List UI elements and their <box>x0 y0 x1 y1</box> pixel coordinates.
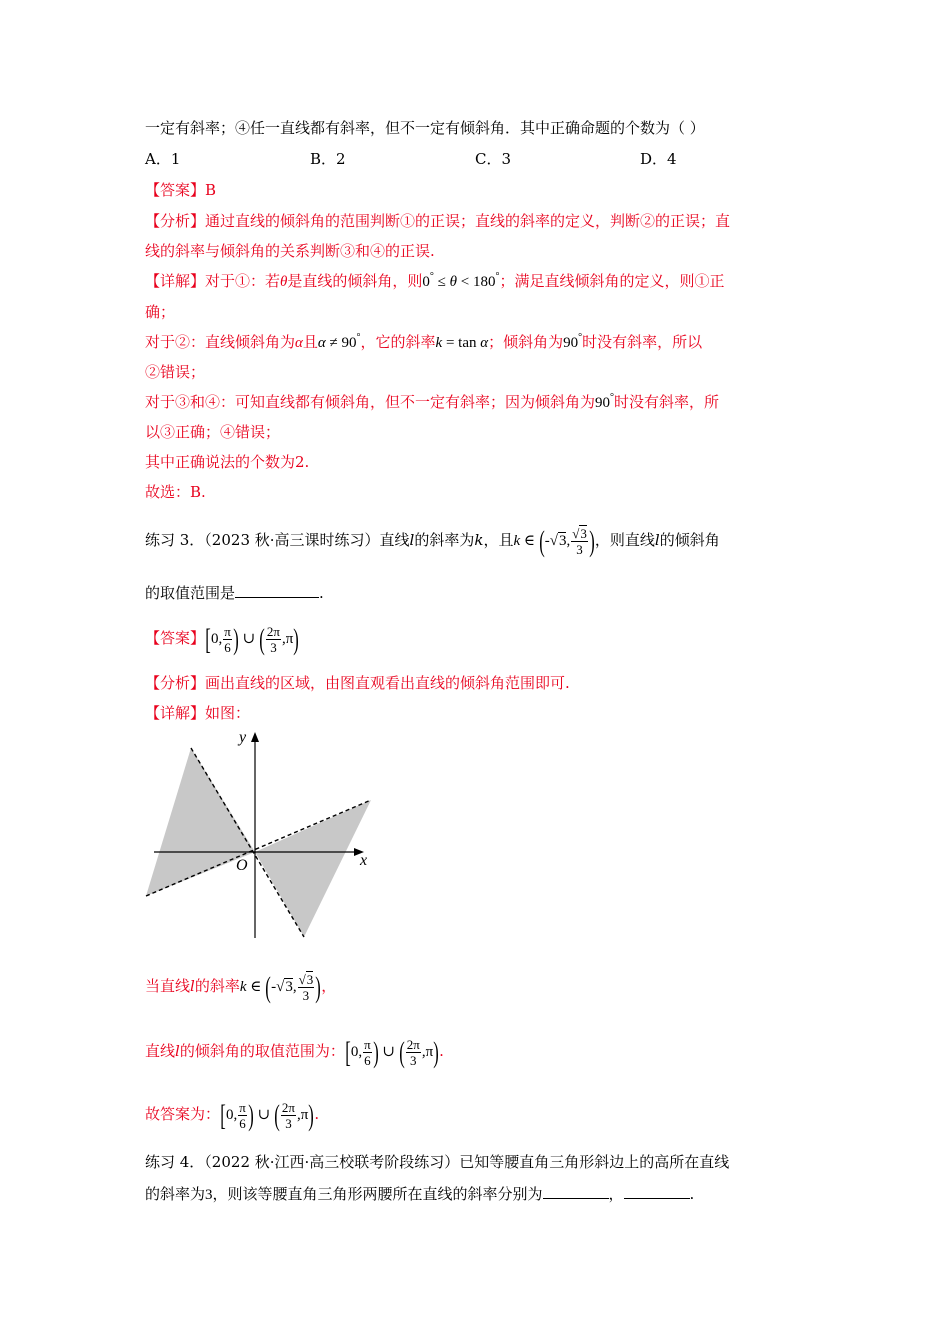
q2-detail-line1 <box>145 271 725 292</box>
q2-analysis-line1 <box>145 211 730 231</box>
q4-stem-line2: 的斜率为3，则该等腰直角三角形两腰所在直线的斜率分别为 ， . <box>145 1185 695 1203</box>
k-range-formula: k ∈ (-√3, $\frac{√3}{3}$ ) <box>513 524 595 558</box>
angle-range-formula: [0, $\frac{\pi}{6}$ ) ∪ ( $\frac{2\pi}{3}$ ,π) <box>345 1035 439 1069</box>
q3-final-answer: 故答案为：[0, $\frac{\pi}{6}$ ) ∪ ( $\frac{2\pi}{3}$ ,π). <box>145 1098 320 1132</box>
option-a: A．1 <box>145 150 181 168</box>
answer-blank-1[interactable] <box>543 1183 609 1199</box>
angle-range-formula: 0° ≤ θ < 180° <box>422 271 500 290</box>
alpha-ne-90-formula: α ≠ 90° <box>317 332 361 351</box>
q3-detail: 【详解】如图： <box>145 704 251 722</box>
y-axis-label: y <box>239 729 247 746</box>
q2-detail-line5: 对于③和④：可知直线都有倾斜角，但不一定有斜率；因为倾斜角为90°时没有斜率，所 <box>145 392 720 411</box>
q3-conclusion-line2: 直线l的倾斜角的取值范围为：[0, $\frac{\pi}{6}$ ) ∪ ( $\frac{2\pi}{3}$ ,π). <box>145 1035 444 1069</box>
shaded-region-lower-right <box>255 800 371 937</box>
q2-detail-line6: 以③正确；④错误； <box>145 423 281 441</box>
y-axis-arrow-icon <box>251 732 259 742</box>
analysis-text: 通过直线的倾斜角的范围判断①的正误；直线的斜率的定义，判断②的正误；直 <box>205 212 731 230</box>
q2-detail-line2: 确； <box>145 303 176 321</box>
k-range-formula: k ∈ (-√3, $\frac{√3}{3}$ ) <box>239 970 321 1004</box>
option-d: D．4 <box>640 150 677 168</box>
slope-value: 3 <box>205 1187 213 1203</box>
q3-conclusion-line1: 当直线l的斜率k ∈ (-√3, $\frac{√3}{3}$ )， <box>145 970 337 1004</box>
q2-stem-tail: 一定有斜率；④任一直线都有斜率，但不一定有倾斜角．其中正确命题的个数为（ ） <box>145 119 705 137</box>
q3-stem-line2: 的取值范围是 . <box>145 584 324 602</box>
ninety-degree-formula: 90° <box>563 332 583 351</box>
angle-range-formula: [0, $\frac{\pi}{6}$ ) ∪ ( $\frac{2\pi}{3}$ ,π) <box>220 1098 315 1132</box>
x-axis-label: x <box>360 852 368 869</box>
analysis-tag: 【分析】 <box>145 212 206 230</box>
option-c: C．3 <box>475 150 512 168</box>
option-b: B．2 <box>310 150 346 168</box>
slope-region-graph <box>140 728 380 943</box>
q2-detail-line4: ②错误； <box>145 363 206 381</box>
q2-answer <box>145 180 216 200</box>
answer-blank[interactable] <box>235 582 319 598</box>
k-tan-formula: k = tan α <box>435 335 489 351</box>
answer-blank-2[interactable] <box>624 1183 690 1199</box>
detail-text: ；满足直线倾斜角的定义，则①正 <box>499 272 725 290</box>
answer-value: B <box>205 181 217 199</box>
theta-symbol: θ <box>280 274 288 290</box>
answer-range-formula: [0, $\frac{\pi}{6}$ ) ∪ ( $\frac{2\pi}{3}$ ,π) <box>205 622 300 656</box>
alpha-symbol: α <box>295 335 303 351</box>
origin-label: O <box>236 857 248 874</box>
q3-analysis: 【分析】画出直线的区域，由图直观看出直线的倾斜角范围即可. <box>145 674 570 692</box>
var-l: l <box>409 531 415 549</box>
detail-text: 对于①：若 <box>205 272 281 290</box>
q2-detail-line8: 故选：B. <box>145 483 206 501</box>
q2-detail-line3: 对于②：直线倾斜角为α且α ≠ 90°，它的斜率k = tan α；倾斜角为90°时没有斜率，所以 <box>145 332 703 351</box>
q3-stem-line1: 练习 3．（2023 秋·高三课时练习）直线l的斜率为k，且k ∈ (-√3, $\frac{√3}{3}$ )，则直线l的倾斜角 <box>145 524 720 558</box>
ninety-degree-formula: 90° <box>595 392 615 411</box>
answer-tag: 【答案】 <box>145 181 206 199</box>
detail-text: 是直线的倾斜角，则 <box>287 272 423 290</box>
q2-detail-line7: 其中正确说法的个数为2. <box>145 453 310 471</box>
var-k: k <box>474 531 484 549</box>
q4-stem-line1: 练习 4．（2022 秋·江西·高三校联考阶段练习）已知等腰直角三角形斜边上的高所在直线 <box>145 1153 730 1171</box>
detail-tag: 【详解】 <box>145 272 206 290</box>
q3-answer: 【答案】[0, $\frac{\pi}{6}$ ) ∪ ( $\frac{2\pi}{3}$ ,π) <box>145 622 300 656</box>
q2-analysis-line2: 线的斜率与倾斜角的关系判断③和④的正误. <box>145 242 435 260</box>
